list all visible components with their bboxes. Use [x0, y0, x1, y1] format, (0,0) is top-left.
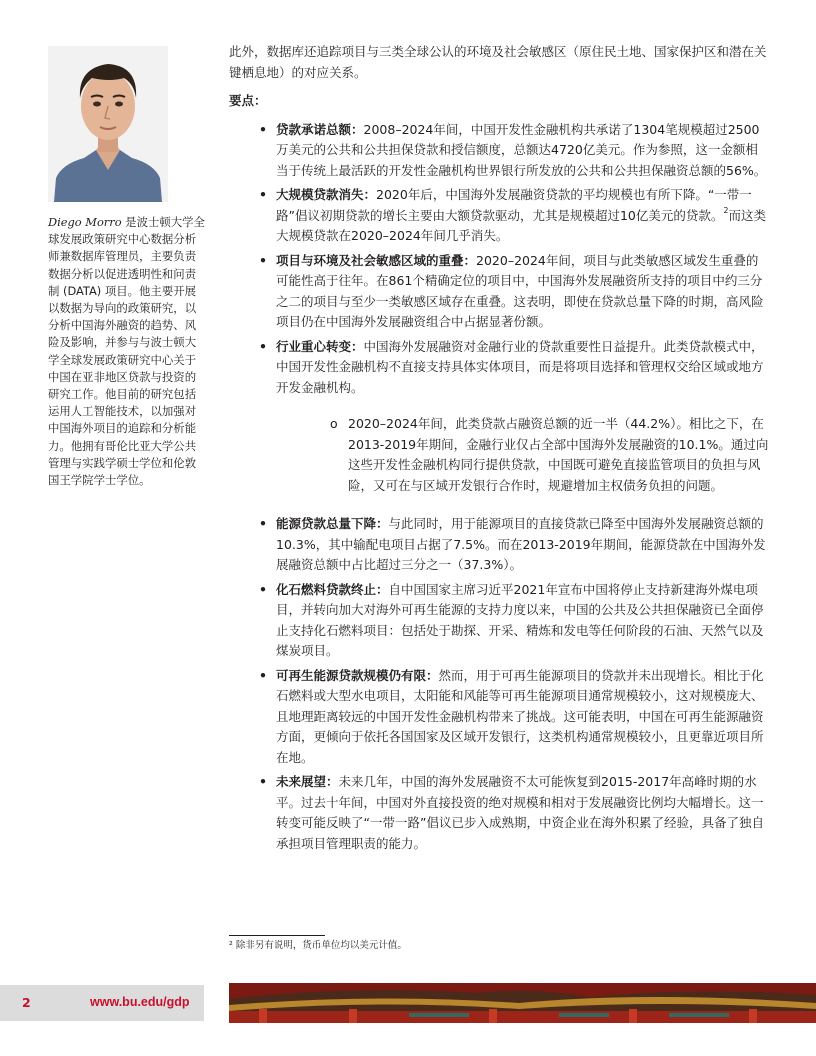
main-content	[229, 42, 769, 858]
bullet-text: 自中国国家主席习近平2021年宣布中国将停止支持新建海外煤电项目，并转向加大对海外可再生能源的支持力度以来，中国的公共及公共担保融资已全面停止支持化石燃料项目：包括处于勘探、开采、精炼和发电等任何阶段的石油、天然气以及煤炭项目。	[276, 581, 764, 658]
list-item	[229, 185, 769, 247]
footnote-divider	[229, 935, 325, 936]
footnote-ref[interactable]: 2	[723, 205, 729, 215]
footer-url-link[interactable]: www.bu.edu/gdp	[90, 995, 190, 1009]
author-bio-text: 是波士顿大学全球发展政策研究中心数据分析师兼数据库管理员，主要负责数据分析以促进透明性和问责制 (DATA) 项目。他主要开展以数据为导向的政策研究，以分析中国海外融资的趋势、风险及影响，并参与与波士顿大学全球发展政策研究中心关于中国在亚非地区贷款与投资的研究工作。他目前的研究包括运用人工智能技术，以加强对中国海外项目的追踪和分析能力。他拥有哥伦比亚大学公共管理与实践学硕士学位和伦敦国王学院学士学位。	[48, 215, 205, 488]
author-photo	[48, 46, 168, 202]
bullet-lead: 能源贷款总量下降：	[276, 516, 389, 531]
footer-architecture-image	[229, 983, 816, 1023]
bullet-text: 2008–2024年间，中国开发性金融机构共承诺了1304笔规模超过2500万美元的公共和公共担保贷款和授信额度，总额达4720亿美元。作为参照，这一金额相当于传统上最活跃的开发性金融机构世界银行所发放的公共和公共担保融资总额的56%。	[276, 121, 767, 178]
bullet-lead: 项目与环境及社会敏感区域的重叠：	[276, 252, 477, 268]
bullet-lead: 贷款承诺总额：	[276, 121, 364, 137]
list-item	[229, 251, 769, 333]
footnote: ² 除非另有说明，货币单位均以美元计值。	[229, 940, 407, 951]
key-points-heading: 要点：	[229, 93, 267, 108]
bullet-text: 2020年后，中国海外发展融资贷款的平均规模也有所下降。“一带一路”倡议初期贷款的增长主要由大额贷款驱动，尤其是规模超过10亿美元的贷款。	[276, 187, 752, 223]
bullet-text: 与此同时，用于能源项目的直接贷款已降至中国海外发展融资总额的10.3%，其中输配电项目占据了7.5%。而在2013-2019年期间，能源贷款在中国海外发展融资总额中占比超过三分之一（37.3%）。	[276, 516, 766, 572]
list-item	[229, 337, 769, 497]
bullet-text: 未来几年，中国的海外发展融资不太可能恢复到2015-2017年高峰时期的水平。过去十年间，中国对外直接投资的绝对规模和相对于发展融资比例均大幅增长。这一转变可能反映了“一带一路”倡议已步入成熟期，中资企业在海外积累了经验，具备了独自承担项目管理职责的能力。	[276, 774, 764, 851]
page-number: 2	[22, 995, 31, 1010]
bullet-lead: 行业重心转变：	[276, 338, 364, 354]
bullet-lead: 可再生能源贷款规模仍有限：	[276, 667, 439, 683]
list-item	[229, 580, 769, 662]
author-portrait	[48, 46, 168, 202]
list-item	[229, 772, 769, 854]
list-item	[229, 120, 769, 182]
bullet-lead: 大规模贷款消失：	[276, 187, 377, 202]
bullet-lead: 未来展望：	[276, 774, 339, 789]
bullet-text: 而这类大规模贷款在2020–2024年间几乎消失。	[276, 207, 766, 243]
temple-roof-image	[229, 983, 816, 1023]
key-points-list	[229, 120, 769, 855]
bullet-lead: 化石燃料贷款终止：	[276, 581, 389, 597]
bullet-text: 然而，用于可再生能源项目的贷款并未出现增长。相比于化石燃料或大型水电项目，太阳能和风能等可再生能源项目通常规模较小，这对规模庞大、且地理距离较远的中国开发性金融机构带来了挑战。这可能表明，中国在可再生能源融资方面，更倾向于依托各国国家及区域开发银行，这类机构通常规模较小，且更靠近项目所在地。	[276, 667, 764, 765]
intro-paragraph: 此外，数据库还追踪项目与三类全球公认的环境及社会敏感区（原住民土地、国家保护区和潜在关键栖息地）的对应关系。	[229, 44, 767, 80]
list-item	[229, 514, 769, 576]
bullet-text: 中国海外发展融资对金融行业的贷款重要性日益提升。此类贷款模式中，中国开发性金融机构不直接支持具体实体项目，而是将项目选择和管理权交给区域或地方开发金融机构。	[276, 338, 764, 395]
bullet-text: 2020–2024年间，项目与此类敏感区域发生重叠的可能性高于往年。在861个精确定位的项目中，中国海外发展融资所支持的项目中约三分之二的项目与至少一类敏感区域存在重叠。这表明，即使在贷款总量下降的时期，高风险项目仍在中国海外发展融资组合中占据显著份额。	[276, 252, 764, 329]
author-bio	[48, 214, 206, 489]
list-item	[229, 666, 769, 769]
author-name: Diego Morro	[48, 215, 122, 229]
sub-bullet: o 2020–2024年间，此类贷款占融资总额的近一半（44.2%）。相比之下，在2013-2019年期间，金融行业仅占全部中国海外发展融资的10.1%。通过向这些开发性金融机构同行提供贷款，中国既可避免直接监管项目的负担与风险，又可在与区域开发银行合作时，规避增加主权债务负担的问题。	[276, 414, 769, 496]
